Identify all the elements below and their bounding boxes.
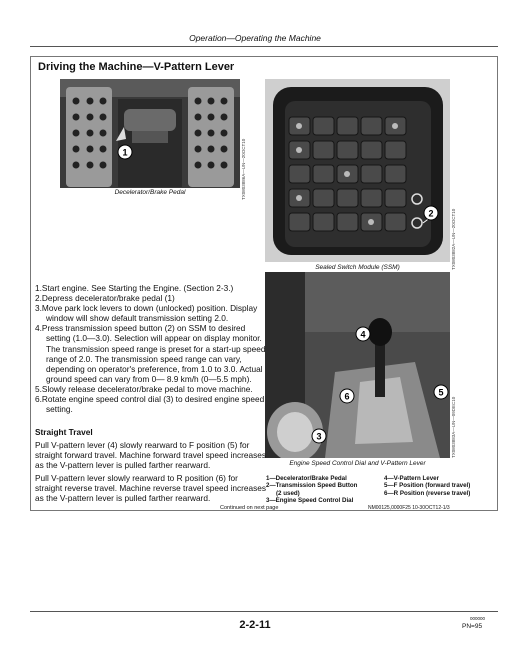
footer-rule (30, 611, 498, 612)
legend-row: 3—Engine Speed Control Dial (266, 497, 354, 505)
lever-callout-5: 5 (438, 387, 444, 398)
footer-pn: PN=95 (462, 623, 483, 630)
step-item: 3.Move park lock levers to down (unlocked) position. Display window will show default transmission setting 2.0. (35, 303, 258, 324)
straight-travel-para-forward: Pull V-pattern lever (4) slowly rearward to F position (5) for straight forward travel. Machine forward travel speed increases as the V-pattern lever is pulled farther rearward. (35, 440, 267, 471)
ssm-photo (265, 79, 450, 262)
page-number: 2-2-11 (239, 619, 271, 631)
legend-row: (2 used) 6—R Position (reverse travel) (276, 489, 471, 497)
lever-callout-4: 4 (360, 329, 366, 340)
step-item: 1.Start engine. See Starting the Engine. (Section 2-3.) (35, 283, 234, 293)
footer-code: 000000 (470, 616, 486, 621)
running-header: Operation—Operating the Machine (189, 33, 321, 43)
pedal-photo (60, 79, 240, 188)
document-reference: NM00125,0000F25 10-30OCT12-1/3 (368, 505, 450, 511)
continued-note: Continued on next page (220, 505, 279, 511)
legend-row: 1—Decelerator/Brake Pedal 4—V-Pattern Lever (266, 475, 440, 482)
step-item: 6.Rotate engine speed control dial (3) to desired engine speed setting. (35, 394, 265, 415)
ssm-callout-2: 2 (428, 208, 434, 219)
straight-travel-para-reverse: Pull V-pattern lever slowly rearward to R position (6) for straight reverse travel. Machine reverse travel speed increases as the V-pattern lever is pulled farther rearward. (35, 473, 267, 504)
pedal-photo-code: TX0803886A—UN—20OCT10 (241, 138, 246, 200)
legend-row: 2—Transmission Speed Button 5—F Position (forward travel) (266, 482, 471, 490)
pedal-callout-1: 1 (122, 147, 128, 158)
lever-callout-6: 6 (344, 391, 350, 402)
lever-callout-3: 3 (316, 431, 322, 442)
lever-photo (265, 272, 450, 458)
lever-photo-code: TX0803883A—UN—09DEC10 (451, 396, 456, 458)
step-item: 4.Press transmission speed button (2) on SSM to desired setting (1.0—3.0). Selection will appear on display monitor. The transmission speed range is preset for a start-up speed range of 2.0. The transmission speed range can vary, depending on operator's preference, from 1.0 to 3.0. Actual ground speed can vary from 0— 8.9 km/h (0—5.5 mph). (35, 323, 266, 384)
lever-caption: Engine Speed Control Dial and V-Pattern Lever (289, 460, 426, 467)
straight-travel-heading: Straight Travel (35, 427, 93, 437)
header-rule (30, 46, 498, 47)
procedure-steps (35, 283, 271, 414)
pedal-caption: Decelerator/Brake Pedal (114, 189, 186, 196)
figure-legend (266, 475, 496, 505)
step-item: 2.Depress decelerator/brake pedal (1) (35, 293, 175, 304)
section-title: Driving the Machine—V-Pattern Lever (38, 61, 235, 73)
ssm-photo-code: TX0803882A—UN—20OCT10 (451, 208, 456, 270)
ssm-caption: Sealed Switch Module (SSM) (315, 264, 400, 271)
step-item: 5.Slowly release decelerator/brake pedal to move machine. (35, 383, 253, 394)
